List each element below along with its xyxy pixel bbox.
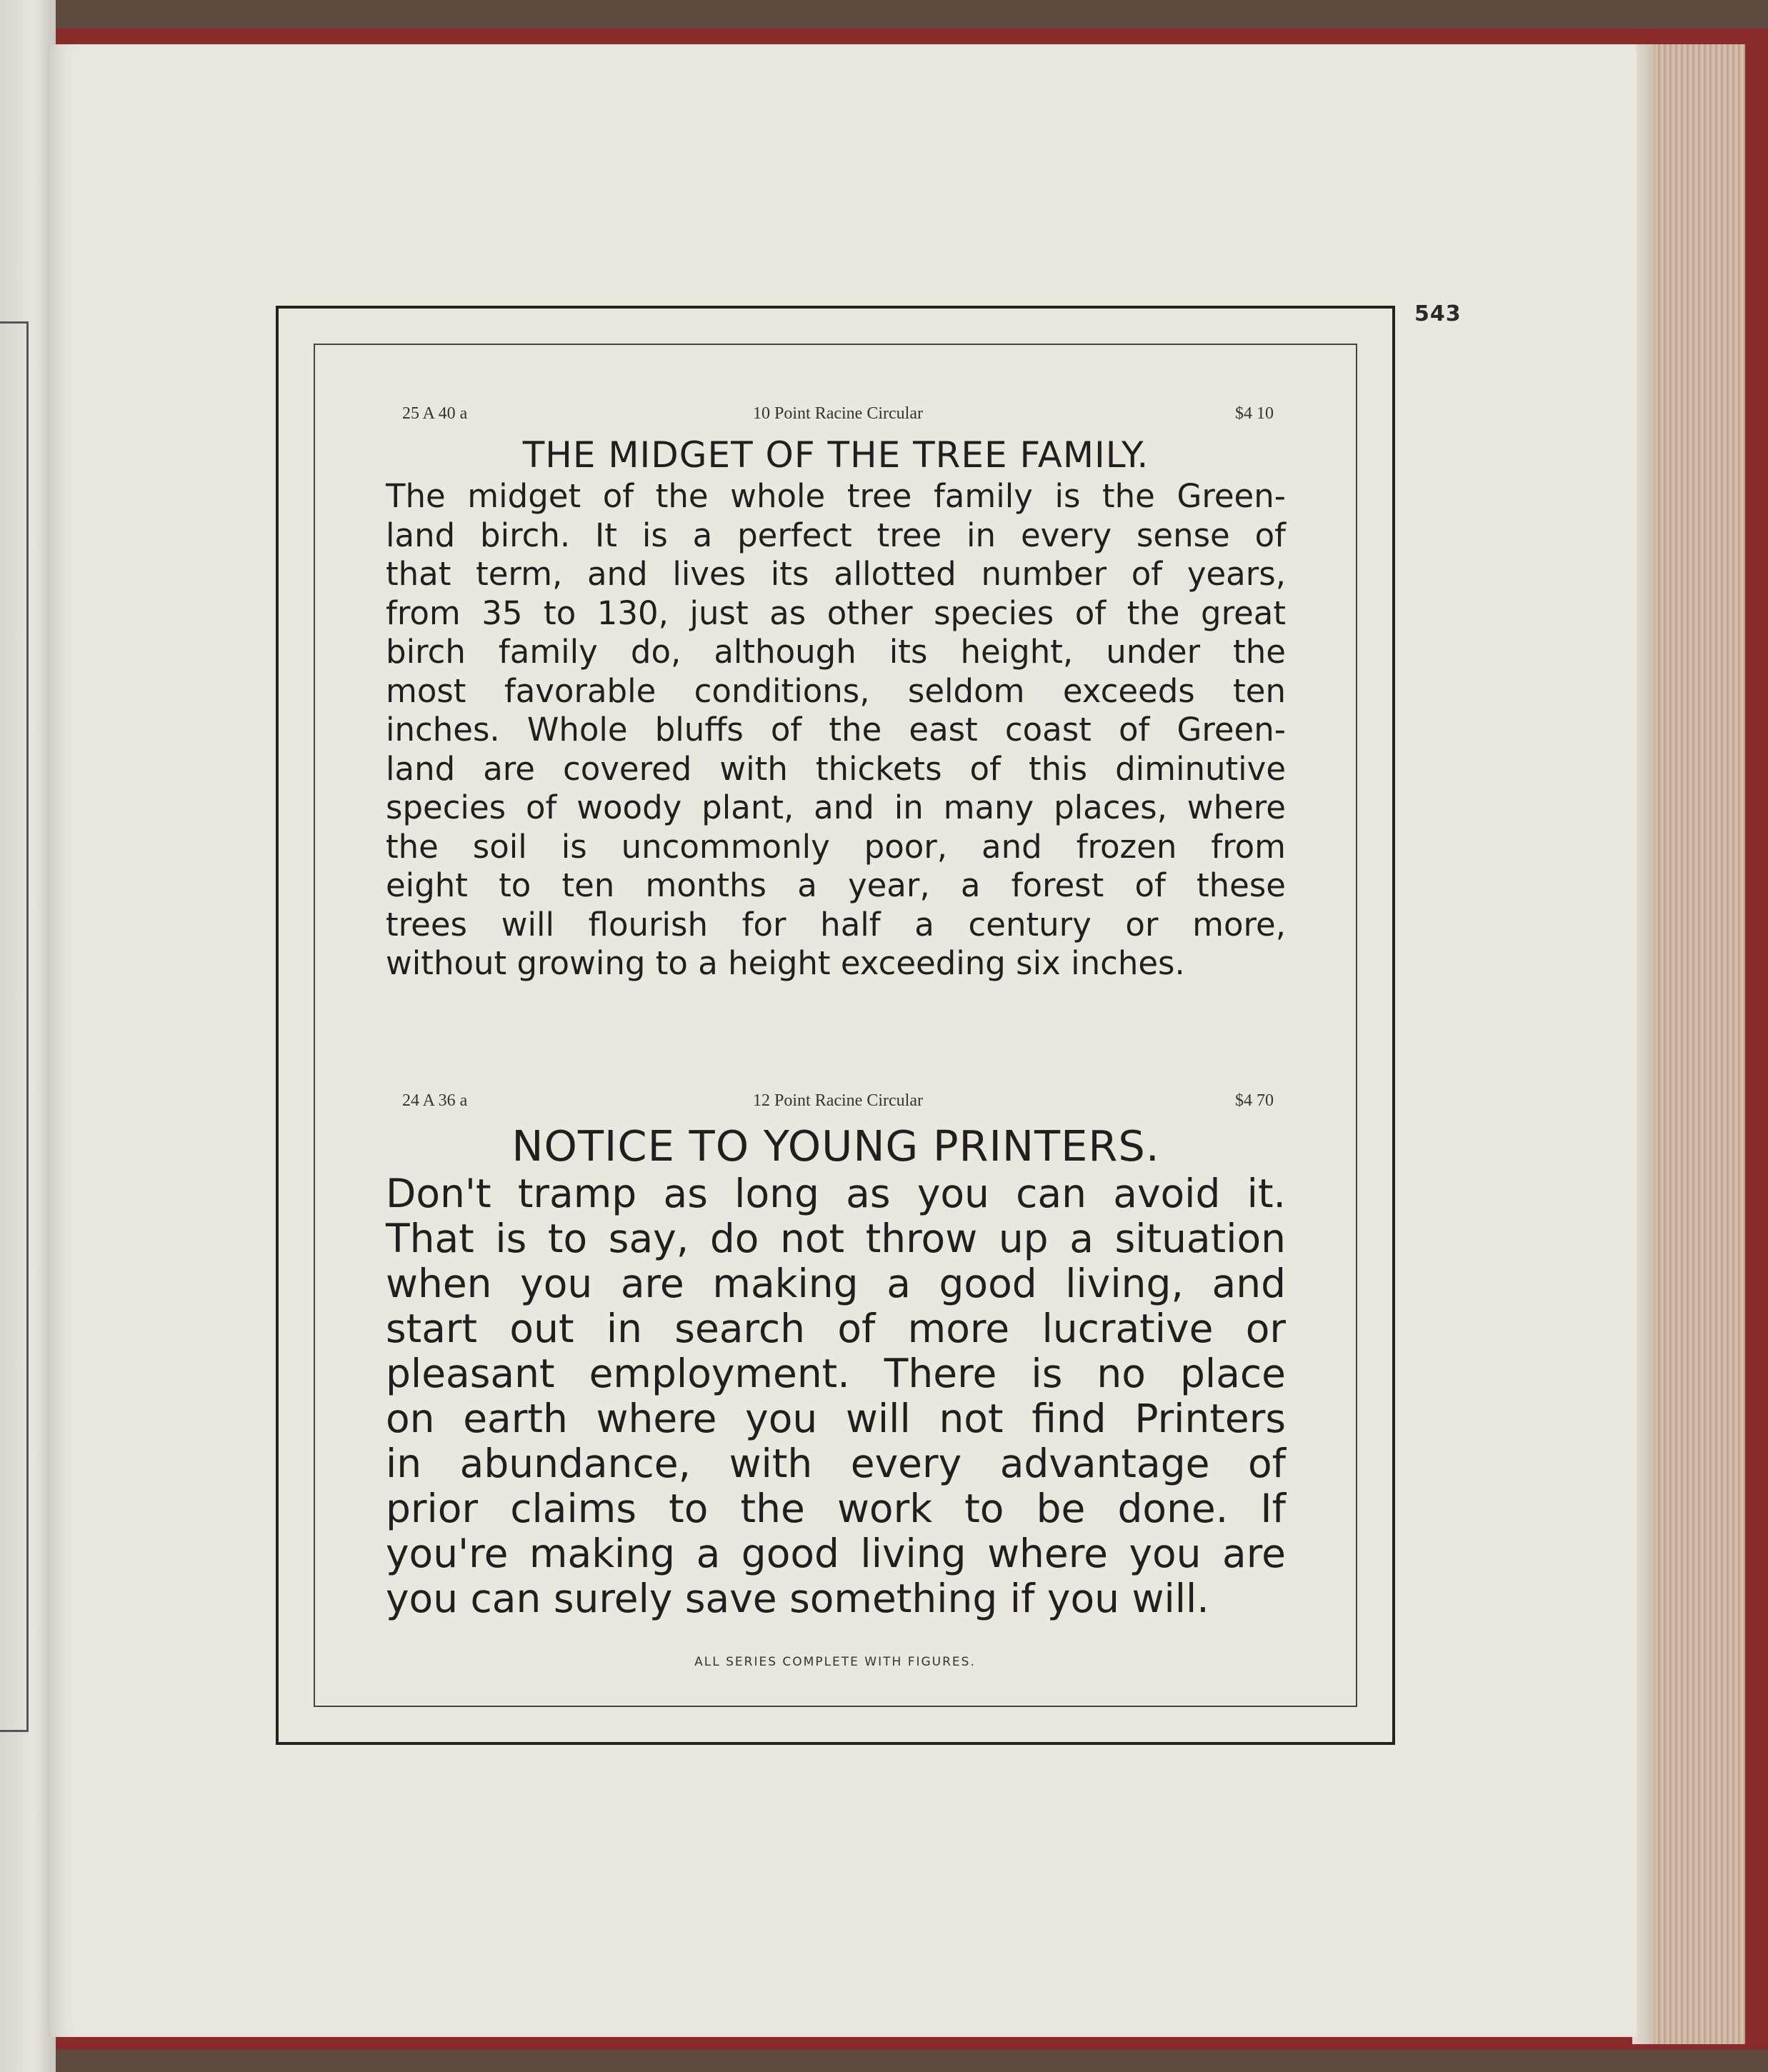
specimen-2-price: $4 70 (1235, 1091, 1274, 1110)
specimen-1-line: most favorable conditions, seldom exceeds ten (386, 671, 1286, 710)
specimen-1-spec-line (402, 404, 1274, 433)
specimen-2-line: start out in search of more lucrative or (386, 1306, 1286, 1351)
specimen-2-font-count: 24 A 36 a (402, 1091, 468, 1110)
specimen-1-line: eight to ten months a year, a forest of these (386, 866, 1286, 904)
specimen-1-body (386, 477, 1286, 984)
specimen-1-line: land are covered with thickets of this diminutive (386, 749, 1286, 788)
specimen-2-line: Don't tramp as long as you can avoid it. (386, 1171, 1286, 1216)
specimen-1-font-count: 25 A 40 a (402, 404, 468, 423)
specimen-2-line: in abundance, with every advantage of (386, 1441, 1286, 1486)
specimen-1-line: species of woody plant, and in many places, where (386, 789, 1286, 826)
specimen-1-line: the soil is uncommonly poor, and frozen from (386, 827, 1286, 866)
specimen-2-line: on earth where you will not find Printers (386, 1396, 1286, 1441)
previous-page-frame (0, 321, 29, 1732)
specimen-2-title: NOTICE TO YOUNG PRINTERS. (511, 1121, 1160, 1171)
specimen-1-line: The midget of the whole tree family is the Green- (386, 477, 1286, 515)
specimen-2-line: you can surely save something if you will. (386, 1576, 1209, 1621)
specimen-2-line: you're making a good living where you are (386, 1531, 1286, 1576)
specimen-1-font-name: 10 Point Racine Circular (753, 404, 923, 423)
specimen-2-line: when you are making a good living, and (386, 1261, 1286, 1306)
specimen-1-line: from 35 to 130, just as other species of the great (386, 594, 1286, 632)
page-number: 543 (1414, 301, 1462, 326)
page-stack-edge (1632, 44, 1745, 2044)
specimen-2-line: That is to say, do not throw up a situation (386, 1216, 1286, 1261)
specimen-1-line: trees will flourish for half a century or more, (386, 905, 1286, 944)
specimen-2-font-name: 12 Point Racine Circular (753, 1091, 923, 1110)
specimen-1-line: without growing to a height exceeding six inches. (386, 944, 1185, 982)
specimen-2-line: prior claims to the work to be done. If (386, 1486, 1286, 1531)
specimen-1-price: $4 10 (1235, 404, 1274, 423)
specimen-1-title: THE MIDGET OF THE TREE FAMILY. (522, 434, 1149, 476)
specimen-2-spec-line (402, 1091, 1274, 1120)
specimen-1-line: that term, and lives its allotted number of years, (386, 555, 1286, 593)
specimen-2-body (386, 1171, 1286, 1621)
specimen-1-line: land birch. It is a perfect tree in every sense of (386, 516, 1286, 554)
footer-note: ALL SERIES COMPLETE WITH FIGURES. (694, 1655, 976, 1669)
specimen-1-line: birch family do, although its height, under the (386, 633, 1286, 671)
specimen-1-line: inches. Whole bluffs of the east coast of Green- (386, 711, 1286, 749)
specimen-2-line: pleasant employment. There is no place (386, 1351, 1286, 1396)
